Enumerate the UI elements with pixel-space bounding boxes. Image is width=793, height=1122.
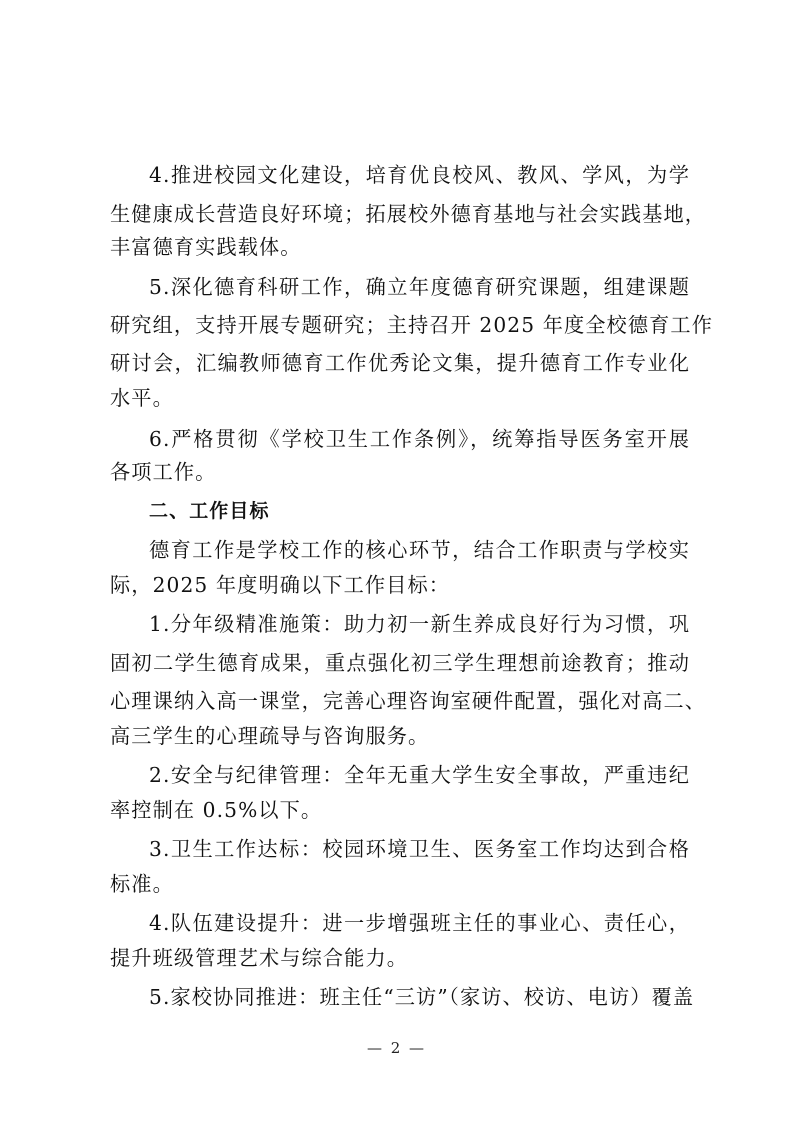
goal-2-line-1: 2.安全与纪律管理：全年无重大学生安全事故，严重违纪: [149, 763, 690, 787]
goal-4-line-2: 提升班级管理艺术与综合能力。: [110, 946, 409, 970]
paragraph-5-line-1: 5.深化德育科研工作，确立年度德育研究课题，组建课题: [149, 275, 690, 299]
goal-5-line-1: 5.家校协同推进：班主任“三访”（家访、校访、电访）覆盖: [149, 985, 695, 1009]
section-heading-work-goals: 二、工作目标: [149, 500, 270, 522]
goal-4-line-1: 4.队伍建设提升：进一步增强班主任的事业心、责任心，: [149, 911, 690, 935]
paragraph-4-line-2: 生健康成长营造良好环境；拓展校外德育基地与社会实践基地，: [110, 202, 707, 226]
goal-1-line-3: 心理课纳入高一课堂，完善心理咨询室硬件配置，强化对高二、: [110, 689, 707, 713]
page-number: — 2 —: [366, 1039, 427, 1057]
paragraph-5-line-4: 水平。: [110, 386, 174, 410]
goal-1-line-1: 1.分年级精准施策：助力初一新生养成良好行为习惯，巩: [149, 612, 690, 636]
goal-1-line-4: 高三学生的心理疏导与咨询服务。: [110, 724, 430, 748]
paragraph-6-line-1: 6.严格贯彻《学校卫生工作条例》，统筹指导医务室开展: [149, 427, 690, 451]
paragraph-4-line-1: 4.推进校园文化建设，培育优良校风、教风、学风，为学: [149, 163, 690, 187]
paragraph-6-line-2: 各项工作。: [110, 460, 217, 484]
goal-3-line-1: 3.卫生工作达标：校园环境卫生、医务室工作均达到合格: [149, 837, 690, 861]
intro-line-2: 际，2025 年度明确以下工作目标：: [110, 573, 451, 597]
paragraph-5-line-3: 研讨会，汇编教师德育工作优秀论文集，提升德育工作专业化: [110, 351, 690, 375]
paragraph-5-line-2: 研究组，支持开展专题研究；主持召开 2025 年度全校德育工作: [110, 313, 713, 337]
goal-2-line-2: 率控制在 0.5%以下。: [110, 798, 323, 822]
goal-1-line-2: 固初二学生德育成果，重点强化初三学生理想前途教育；推动: [110, 651, 690, 675]
goal-3-line-2: 标准。: [110, 872, 174, 896]
intro-line-1: 德育工作是学校工作的核心环节，结合工作职责与学校实: [149, 538, 690, 562]
paragraph-4-line-3: 丰富德育实践载体。: [110, 235, 302, 259]
